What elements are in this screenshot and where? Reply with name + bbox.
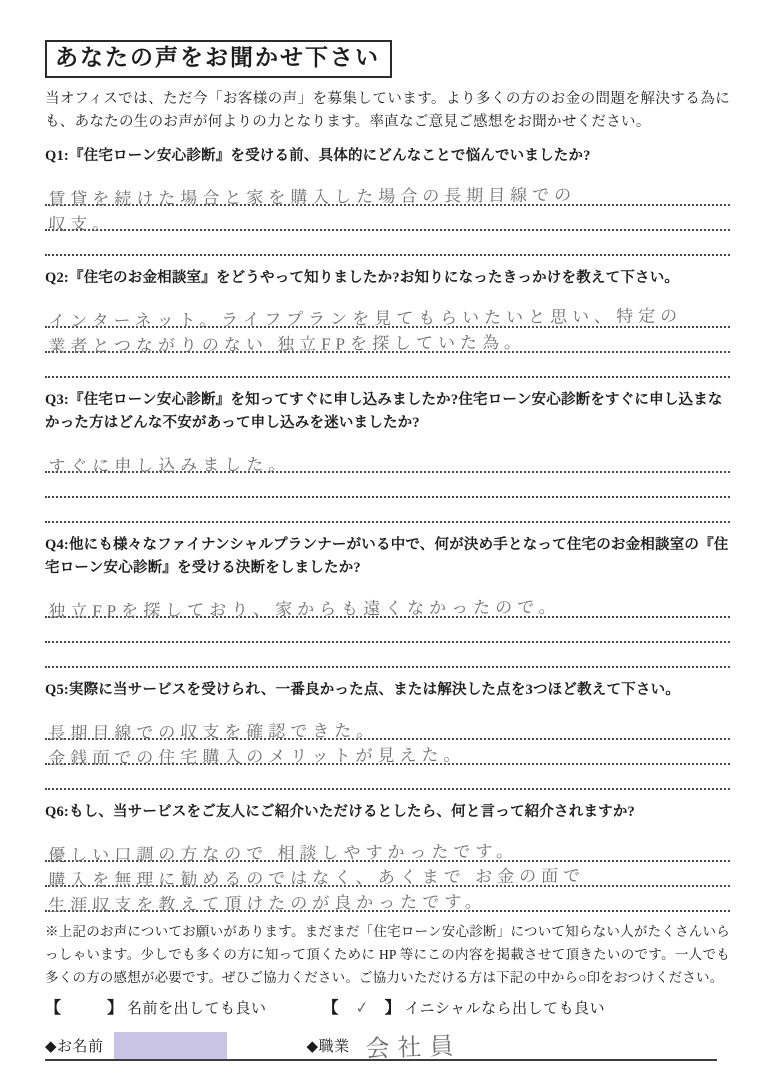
answer-line bbox=[45, 181, 730, 209]
checkmark-slot-empty bbox=[61, 1010, 107, 1015]
handwritten-answer: すぐに申し込みました。 bbox=[47, 454, 291, 476]
question-label-q6: Q6:もし、当サービスをご友人にご紹介いただけるとしたら、何と言って紹介されますか? bbox=[45, 803, 636, 820]
handwritten-answer: 独立FPを探しており、家からも遠くなかったので。 bbox=[47, 597, 562, 621]
name-label: ◆お名前 bbox=[45, 1038, 104, 1055]
answer-area-q2 bbox=[45, 290, 730, 378]
checkmark-icon: ✓ bbox=[354, 998, 370, 1018]
question-label-q2: Q2:『住宅のお金相談室』をどうやって知りましたか?お知りになったきっかけを教えて下さい。 bbox=[45, 269, 680, 286]
question-block-1 bbox=[45, 145, 730, 256]
name-redaction-box bbox=[114, 1032, 227, 1059]
answer-area-q1 bbox=[45, 168, 730, 256]
bracket-open: 【 bbox=[322, 999, 339, 1017]
answer-line bbox=[45, 740, 730, 768]
consent-option-label: イニシャルなら出しても良い bbox=[404, 1000, 606, 1017]
answer-line bbox=[45, 231, 730, 256]
handwritten-answer: 長期目線での収支を確認できた。 bbox=[47, 720, 379, 743]
question-label-q4: Q4:他にも様々なファイナンシャルプランナーがいる中で、何が決め手となって住宅のお金相談室の『住宅ローン安心診断』を受ける決断をしましたか? bbox=[45, 536, 729, 576]
answer-line bbox=[45, 618, 730, 643]
answer-line bbox=[45, 448, 730, 476]
handwritten-answer: 購入を無理に勧めるのではなく、あくまで お金の面で bbox=[47, 865, 586, 890]
question-label-q5: Q5:実際に当サービスを受けられ、一番良かった点、または解決した点を3つほど教えて下さい。 bbox=[45, 681, 680, 698]
consent-options-row bbox=[45, 995, 730, 1017]
answer-line bbox=[45, 353, 730, 378]
request-note: ※上記のお声についてお願いがあります。まだまだ「住宅ローン安心診断」について知らない人がたくさんいらっしゃいます。少しでも多くの方に知って頂くために HP 等にこの内容を掲載させて頂きたいのです。一人でも多くの方の感想が必要です。ぜひご協力ください。ご協力いただける方は下記の中から○印をおつけください。 bbox=[45, 923, 730, 985]
question-block-6 bbox=[45, 801, 730, 915]
answer-line bbox=[45, 328, 730, 356]
answer-line bbox=[45, 498, 730, 523]
job-label: ◆職業 bbox=[306, 1038, 350, 1055]
handwritten-answer: インターネット。ライフプランを見てもらいたいと思い、特定の bbox=[47, 306, 683, 331]
bracket-close: 】 bbox=[107, 999, 124, 1017]
answer-line bbox=[45, 862, 730, 890]
handwritten-answer: 優しい口調の方なので 相談しやすかったです。 bbox=[47, 841, 519, 865]
bracket-open: 【 bbox=[45, 999, 62, 1017]
question-block-2 bbox=[45, 267, 730, 378]
answer-line bbox=[45, 887, 730, 915]
answer-line bbox=[45, 837, 730, 865]
signature-row bbox=[45, 1029, 717, 1061]
bracket-close: 】 bbox=[384, 999, 401, 1017]
answer-line bbox=[45, 593, 730, 621]
page-title: あなたの声をお聞かせ下さい bbox=[45, 40, 392, 78]
handwritten-answer: 賃貸を続けた場合と家を購入した場合の長期目線での bbox=[47, 184, 577, 209]
consent-option-initials bbox=[323, 995, 606, 1018]
handwritten-job-value: 会社員 bbox=[364, 1033, 462, 1063]
handwritten-answer: 業者とつながりのない 独立FPを探していた為。 bbox=[47, 332, 527, 356]
answer-line bbox=[45, 303, 730, 331]
intro-text: 当オフィスでは、ただ今「お客様の声」を募集しています。より多くの方のお金の問題を解決する為にも、あなたの生のお声が何よりの力となります。率直なご意見ご感想をお聞かせください。 bbox=[45, 90, 730, 130]
answer-line bbox=[45, 643, 730, 668]
answer-area-q6 bbox=[45, 824, 730, 915]
question-label-q1: Q1:『住宅ローン安心診断』を受ける前、具体的にどんなことで悩んでいましたか? bbox=[45, 147, 591, 164]
answer-line bbox=[45, 206, 730, 234]
consent-option-label: 名前を出しても良い bbox=[127, 1000, 267, 1017]
consent-option-name bbox=[45, 995, 267, 1018]
question-block-5 bbox=[45, 679, 730, 790]
answer-line bbox=[45, 765, 730, 790]
answer-area-q5 bbox=[45, 702, 730, 790]
question-label-q3: Q3:『住宅ローン安心診断』を知ってすぐに申し込みましたか?住宅ローン安心診断をすぐに申し込まなかった方はどんな不安があって申し込みを迷いましたか? bbox=[45, 391, 723, 431]
answer-area-q4 bbox=[45, 580, 730, 668]
answer-area-q3 bbox=[45, 435, 730, 523]
answer-line bbox=[45, 473, 730, 498]
handwritten-answer: 金銭面での住宅購入のメリットが見えた。 bbox=[47, 744, 466, 768]
question-block-4 bbox=[45, 534, 730, 668]
question-block-3 bbox=[45, 389, 730, 523]
answer-line bbox=[45, 715, 730, 743]
handwritten-answer: 生涯収支を教えて頂けたのが良かったです。 bbox=[47, 891, 488, 915]
handwritten-answer: 収支。 bbox=[47, 214, 115, 234]
